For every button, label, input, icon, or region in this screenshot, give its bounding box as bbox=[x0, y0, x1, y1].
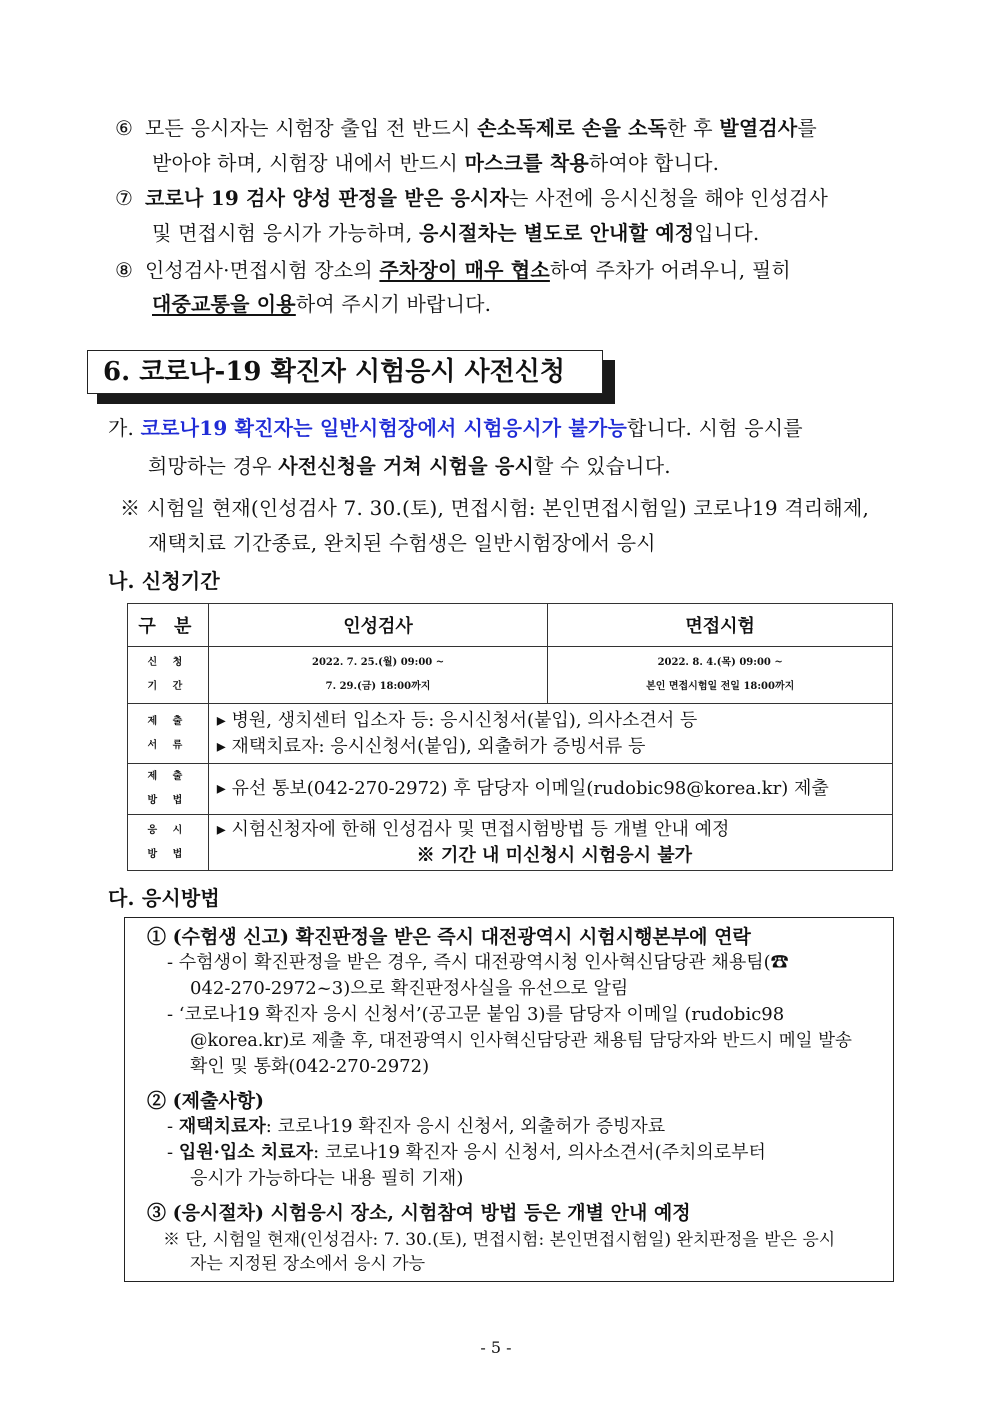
step-1-line-2: 042-270-2972~3)으로 확진판정사실을 유선으로 알림 bbox=[190, 978, 629, 999]
ga-emph-not-allowed: 코로나19 확진자는 일반시험장에서 시험응시가 불가능 bbox=[140, 416, 627, 440]
note-6-emph-fever: 발열검사 bbox=[719, 116, 798, 140]
note-7-text: 는 사전에 응시신청을 해야 인성검사 bbox=[509, 186, 829, 210]
row-period-label: 신 청 기 간 bbox=[128, 647, 209, 704]
header-insung: 인성검사 bbox=[208, 604, 548, 647]
step-1-title: ① (수험생 신고) 확진판정을 받은 즉시 대전광역시 시험시행본부에 연락 bbox=[147, 926, 751, 948]
note-8-number: ⑧ bbox=[115, 258, 134, 282]
note-6-text-4: 받아야 하며, 시험장 내에서 반드시 bbox=[152, 151, 465, 175]
row-exam-content: ▸ 시험신청자에 한해 인성검사 및 면접시험방법 등 개별 안내 예정 ※ 기간 내 미신청시 시험응시 불가 bbox=[208, 815, 892, 871]
schedule-table bbox=[127, 603, 893, 871]
ga-note-line-1: ※ 시험일 현재(인성검사 7. 30.(토), 면접시험: 본인면접시험일) 코로나19 격리해제, bbox=[120, 496, 870, 520]
table-row-documents bbox=[128, 704, 893, 764]
row-documents-label: 제 출 서 류 bbox=[128, 704, 209, 764]
ga-label: 가. bbox=[108, 416, 135, 440]
note-7-emph-positive: 코로나 19 검사 양성 판정을 받은 응시자 bbox=[145, 186, 510, 210]
step-2-line-3: 응시가 가능하다는 내용 필히 기재) bbox=[190, 1168, 464, 1189]
note-6-line-1 bbox=[115, 114, 817, 142]
section-title: 6. 코로나-19 확진자 시험응시 사전신청 bbox=[103, 357, 565, 387]
note-6-text-5: 하여야 합니다. bbox=[588, 151, 720, 175]
note-7-line-2 bbox=[152, 219, 759, 247]
row-period-insung: 2022. 7. 25.(월) 09:00 ~ 7. 29.(금) 18:00까지 bbox=[208, 647, 548, 704]
note-8-emph-transit: 대중교통을 이용 bbox=[152, 292, 296, 316]
step-1-line-3: - ‘코로나19 확진자 응시 신청서’(공고문 붙임 3)를 담당자 이메일 (rudobic98 bbox=[167, 1004, 785, 1025]
note-6-emph-mask: 마스크를 착용 bbox=[464, 151, 589, 175]
note-8-text-3: 하여 주시기 바랍니다. bbox=[295, 292, 492, 316]
row-submit-content: ▸ 유선 통보(042-270-2972) 후 담당자 이메일(rudobic98@korea.kr) 제출 bbox=[208, 764, 892, 815]
row-submit-label: 제 출 방 법 bbox=[128, 764, 209, 815]
note-6-emph-sanitize: 손소독제로 손을 소독 bbox=[477, 116, 668, 140]
note-7-number: ⑦ bbox=[115, 186, 134, 210]
note-6-line-2 bbox=[152, 149, 719, 177]
note-6-text: 모든 응시자는 시험장 출입 전 반드시 bbox=[145, 116, 478, 140]
ga-text-2: 희망하는 경우 bbox=[148, 454, 279, 478]
note-7-text-2: 및 면접시험 응시가 가능하며, bbox=[152, 221, 420, 245]
step-1-line-4: @korea.kr)로 제출 후, 대전광역시 인사혁신담당관 채용팀 담당자와 반드시 메일 발송 bbox=[190, 1031, 852, 1051]
step-2-title: ② (제출사항) bbox=[147, 1090, 265, 1112]
ga-text-3: 할 수 있습니다. bbox=[533, 454, 671, 478]
step-3-line-1: ※ 단, 시험일 현재(인성검사: 7. 30.(토), 면접시험: 본인면접시험일) 완치판정을 받은 응시 bbox=[163, 1230, 836, 1250]
table-row-exam-method bbox=[128, 815, 893, 871]
step-3-line-2: 자는 지정된 장소에서 응시 가능 bbox=[190, 1254, 426, 1274]
step-2-line-1: - 재택치료자: 코로나19 확진자 응시 신청서, 외출허가 증빙자료 bbox=[167, 1116, 666, 1137]
na-label: 나. 신청기간 bbox=[108, 569, 220, 593]
da-label: 다. 응시방법 bbox=[108, 886, 220, 910]
ga-line-1 bbox=[108, 414, 803, 442]
note-6-text-3: 를 bbox=[797, 116, 817, 140]
ga-emph-preapply: 사전신청을 거쳐 시험을 응시 bbox=[278, 454, 534, 478]
note-8-text-2: 하여 주차가 어려우니, 필히 bbox=[549, 258, 791, 282]
note-8-text: 인성검사·면접시험 장소의 bbox=[145, 258, 380, 282]
note-8-emph-parking: 주차장이 매우 협소 bbox=[379, 258, 550, 282]
note-7-line-1 bbox=[115, 184, 828, 212]
note-6-text-2: 한 후 bbox=[667, 116, 720, 140]
note-7-text-3: 입니다. bbox=[694, 221, 760, 245]
note-7-emph-procedure: 응시절차는 별도로 안내할 예정 bbox=[419, 221, 695, 245]
row-documents-content: ▸ 병원, 생치센터 입소자 등: 응시신청서(붙입), 의사소견서 등 ▸ 재택치료자: 응시신청서(붙임), 외출허가 증빙서류 등 bbox=[208, 704, 892, 764]
table-header-row bbox=[128, 604, 893, 647]
note-6-number: ⑥ bbox=[115, 116, 134, 140]
table-row-submit-method bbox=[128, 764, 893, 815]
page-number: - 5 - bbox=[480, 1338, 512, 1357]
step-2-line-2: - 입원·입소 치료자: 코로나19 확진자 응시 신청서, 의사소견서(주치의로부터 bbox=[167, 1142, 766, 1163]
header-myeonjeop: 면접시험 bbox=[548, 604, 893, 647]
row-exam-label: 응 시 방 법 bbox=[128, 815, 209, 871]
ga-line-2 bbox=[148, 452, 671, 480]
step-3-title: ③ (응시절차) 시험응시 장소, 시험참여 방법 등은 개별 안내 예정 bbox=[147, 1202, 691, 1224]
header-gubun: 구 분 bbox=[128, 604, 209, 647]
row-period-myeonjeop: 2022. 8. 4.(목) 09:00 ~ 본인 면접시험일 전일 18:00까지 bbox=[548, 647, 893, 704]
note-8-line-1 bbox=[115, 256, 791, 284]
table-row-period bbox=[128, 647, 893, 704]
step-1-line-1: - 수험생이 확진판정을 받은 경우, 즉시 대전광역시청 인사혁신담당관 채용팀(☎ bbox=[167, 952, 789, 973]
ga-note-line-2: 재택치료 기간종료, 완치된 수험생은 일반시험장에서 응시 bbox=[148, 531, 656, 555]
ga-text: 합니다. 시험 응시를 bbox=[626, 416, 803, 440]
note-8-line-2 bbox=[152, 290, 491, 318]
step-1-line-5: 확인 및 통화(042-270-2972) bbox=[190, 1056, 430, 1077]
